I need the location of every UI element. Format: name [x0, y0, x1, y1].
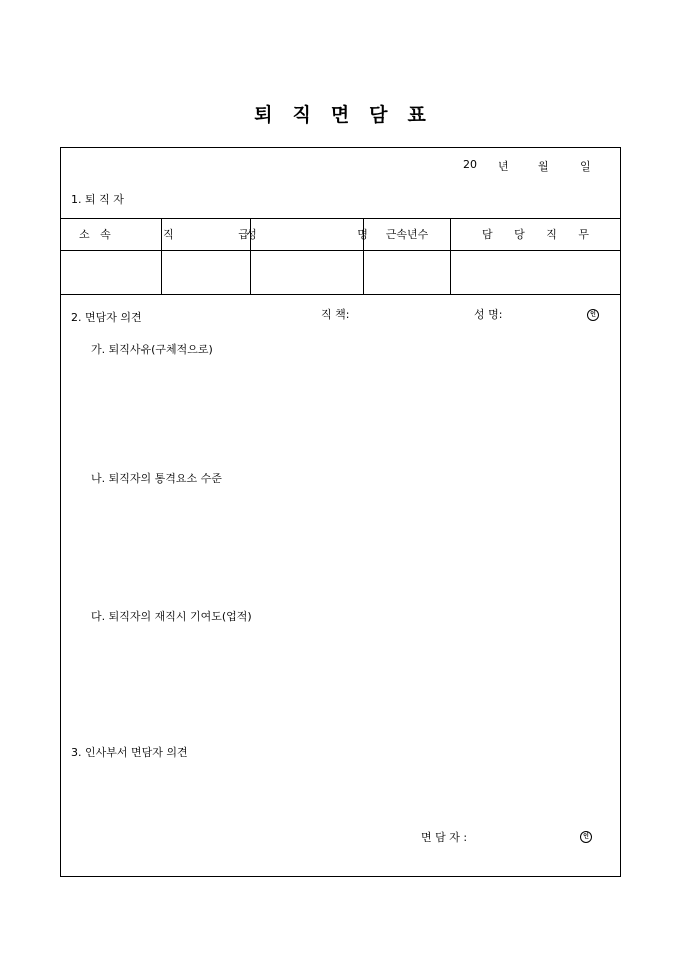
section1-label: 1. 퇴 직 자 [71, 193, 124, 206]
title-char: 표 [407, 104, 426, 126]
col-header-text: 담 당 직 무 [482, 228, 589, 241]
item-reason: 가. 퇴직사유(구체적으로) [91, 343, 213, 356]
interviewer-label: 면 담 자 : [421, 831, 468, 844]
date-year-unit: 년 [498, 160, 509, 173]
col-header-rank [162, 218, 250, 250]
title-char: 퇴 [254, 104, 273, 126]
col-header-text: 소 속 [79, 228, 111, 241]
date-month-unit: 월 [538, 160, 549, 173]
col-header-text: 성 명 [246, 228, 368, 241]
section3-label: 3. 인사부서 면담자 의견 [71, 746, 188, 759]
col-header-text: 직 급 [163, 228, 249, 241]
col-header-years [364, 218, 450, 250]
table-bottom-border [61, 294, 620, 295]
seal-mark: 인 [580, 831, 592, 843]
document-title [0, 100, 680, 127]
col-header-name [246, 218, 368, 250]
col-header-department [79, 218, 143, 250]
title-char: 담 [369, 104, 388, 126]
form-frame [60, 147, 621, 877]
section2-label: 2. 면담자 의견 [71, 311, 142, 324]
col-header-duty [451, 218, 620, 250]
name-label: 성 명: [474, 308, 503, 321]
item-contribution: 다. 퇴직자의 재직시 기여도(업적) [91, 610, 252, 623]
date-day-unit: 일 [580, 160, 591, 173]
item-level: 나. 퇴직자의 통격요소 수준 [91, 472, 222, 485]
title-char: 직 [292, 104, 311, 126]
col-header-text: 근속년수 [385, 228, 429, 241]
seal-mark: 인 [587, 309, 599, 321]
position-label: 직 책: [321, 308, 350, 321]
table-header-border [61, 250, 620, 251]
title-char: 면 [330, 104, 350, 126]
date-year-prefix: 20 [463, 158, 477, 171]
